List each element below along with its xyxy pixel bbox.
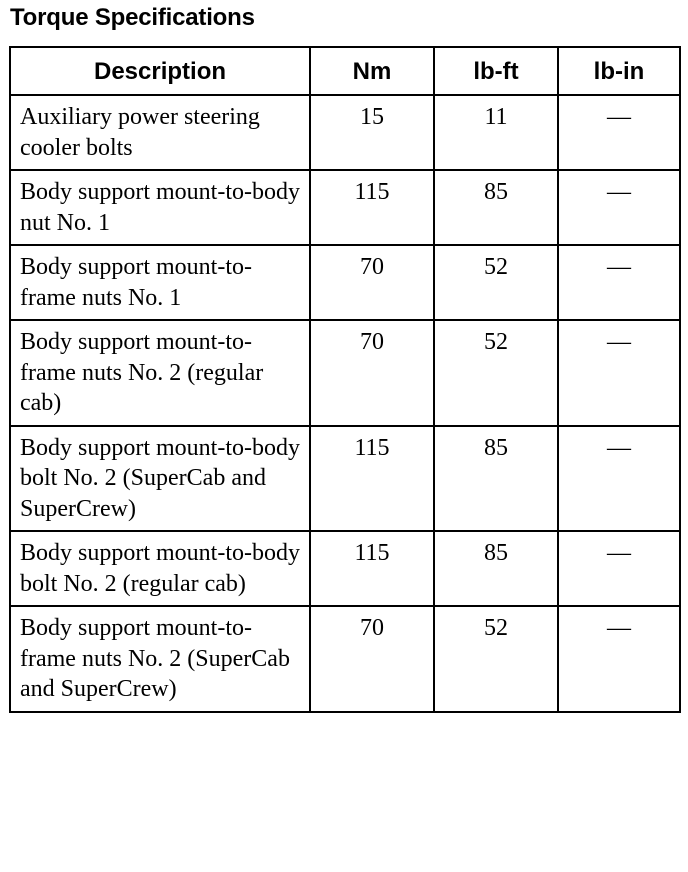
- cell-nm: 115: [310, 426, 434, 532]
- cell-lb-in: —: [558, 245, 680, 320]
- cell-nm: 70: [310, 245, 434, 320]
- cell-lb-in: —: [558, 531, 680, 606]
- page-title: Torque Specifications: [10, 4, 255, 31]
- cell-lb-in: —: [558, 170, 680, 245]
- cell-nm: 115: [310, 170, 434, 245]
- cell-lb-ft: 85: [434, 170, 558, 245]
- table-row: [10, 245, 680, 320]
- cell-description: Auxiliary power steering cooler bolts: [10, 95, 310, 170]
- cell-description: Body support mount-to-frame nuts No. 1: [10, 245, 310, 320]
- cell-description: Body support mount-to-frame nuts No. 2 (regular cab): [10, 320, 310, 426]
- cell-nm: 115: [310, 531, 434, 606]
- header-description: Description: [10, 47, 310, 95]
- torque-specifications-table: [9, 46, 681, 713]
- cell-description: Body support mount-to-body bolt No. 2 (SuperCab and SuperCrew): [10, 426, 310, 532]
- table-row: [10, 320, 680, 426]
- cell-lb-ft: 85: [434, 531, 558, 606]
- cell-lb-ft: 52: [434, 245, 558, 320]
- cell-lb-ft: 52: [434, 320, 558, 426]
- cell-description: Body support mount-to-body nut No. 1: [10, 170, 310, 245]
- cell-description: Body support mount-to-frame nuts No. 2 (SuperCab and SuperCrew): [10, 606, 310, 712]
- cell-lb-ft: 52: [434, 606, 558, 712]
- header-lb-in: lb-in: [558, 47, 680, 95]
- table-row: [10, 170, 680, 245]
- header-lb-ft: lb-ft: [434, 47, 558, 95]
- header-nm: Nm: [310, 47, 434, 95]
- table-row: [10, 95, 680, 170]
- cell-nm: 70: [310, 606, 434, 712]
- table-row: [10, 531, 680, 606]
- cell-lb-ft: 11: [434, 95, 558, 170]
- cell-lb-ft: 85: [434, 426, 558, 532]
- table-row: [10, 426, 680, 532]
- cell-lb-in: —: [558, 426, 680, 532]
- cell-description: Body support mount-to-body bolt No. 2 (regular cab): [10, 531, 310, 606]
- cell-lb-in: —: [558, 95, 680, 170]
- cell-lb-in: —: [558, 320, 680, 426]
- cell-lb-in: —: [558, 606, 680, 712]
- cell-nm: 15: [310, 95, 434, 170]
- table-header-row: [10, 47, 680, 95]
- table-row: [10, 606, 680, 712]
- cell-nm: 70: [310, 320, 434, 426]
